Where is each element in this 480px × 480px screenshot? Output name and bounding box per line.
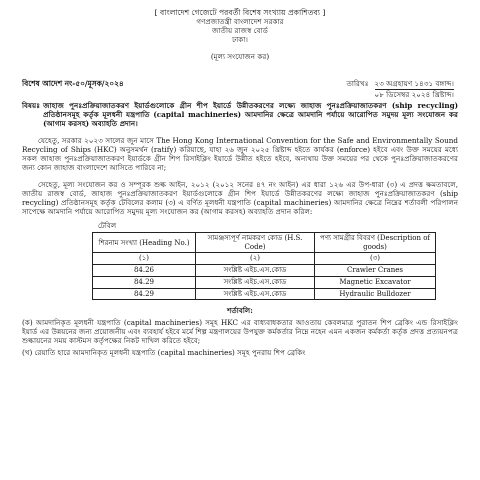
cell-heading: 84.26 bbox=[93, 265, 196, 277]
table-colnum-row bbox=[93, 253, 436, 265]
cell-heading: 84.29 bbox=[93, 288, 196, 300]
cell-goods: Hydraulic Bulldozer bbox=[315, 288, 436, 300]
date-bangla: ২৩ অগ্রহায়ণ ১৪৩১ বঙ্গাব্দ। bbox=[374, 79, 454, 89]
colnum-1: (১) bbox=[93, 253, 196, 265]
paragraph-therefore: সেহেতু, মূল্য সংযোজন কর ও সম্পূরক শুল্ক আইন, ২০১২ (২০১২ সনের ৪৭ নং আইন) এর ধারা ১২৬ এর উপ-ধারা (৩) এ প্রদত্ত ক্ষমতাবলে, জাতীয় রাজস্ব বোর্ড, জাহাজ পুনঃপ্রক্রিয়াজাতকরণ ইয়ার্ডগুলোকে গ্রীন শিপ ইয়ার্ডে উন্নীতকরণের লক্ষ্যে জাহাজ পুনঃপ্রক্রিয়াজাতকরণ (ship recycling) প্রতিষ্ঠানসমূহ কর্তৃক টেবিলের কলাম (৩) এ বর্ণিত মূলধনী যন্ত্রপাতি (capital machineries) আমদানির ক্ষেত্রে নিম্নের শর্তাবলী পরিপালন সাপেক্ষে আমদানি পর্যায়ে আরোপিত সমুদয় মূল্য সংযোজন কর (আগাম করসহ) অব্যাহতি প্রদান করিল: bbox=[22, 180, 458, 217]
table-row bbox=[93, 276, 436, 288]
order-number: বিশেষ আদেশ নং-৫০/মূসক/২০২৪ bbox=[22, 79, 124, 89]
date-block bbox=[346, 79, 454, 99]
section-name: (মূল্য সংযোজন কর) bbox=[210, 52, 270, 62]
table-row bbox=[93, 288, 436, 300]
paragraph-whereas: যেহেতু, সরকার ২০২৩ সালের জুন মাসে The Hong Kong International Convention for the Safe and Environmentally Sound Recycling of Ships (HKC) অনুসমর্থন (ratify) করিয়াছে, যাহা ২৬ জুন ২০২৫ খ্রিষ্টাব্দ হইতে কার্যকর (enforce) হইবে এবং উক্ত সময়ের মধ্যে সকল জাহাজ পুনঃপ্রক্রিয়াজাতকরণ ইয়ার্ডকে গ্রীন শিপ রিসাইক্লিং ইয়ার্ডে উন্নীত হইতে হইবে, অন্যথায় উক্ত সময়ের পর থেকে পুনঃপ্রক্রিয়াজাতকরণের জন্য কোন জাহাজ বাংলাদেশে আসিতে পারিবে না; bbox=[22, 136, 458, 173]
cell-goods: Crawler Cranes bbox=[315, 265, 436, 277]
colnum-2: (২) bbox=[196, 253, 315, 265]
date-english: ০৮ ডিসেম্বর ২০২৪ খ্রিষ্টাব্দ। bbox=[374, 90, 454, 100]
cell-hscode: সংশ্লিষ্ট এইচ.এস.কোড bbox=[196, 276, 315, 288]
gazette-note: [ বাংলাদেশ গেজেটে পরবর্তী বিশেষ সংখ্যায় প্রকাশিতব্য ] bbox=[154, 8, 326, 17]
cell-heading: 84.29 bbox=[93, 276, 196, 288]
order-row bbox=[22, 79, 458, 99]
table-header-row bbox=[93, 233, 436, 253]
table-row bbox=[93, 265, 436, 277]
header-heading-no: শিরনাম সংখ্যা (Heading No.) bbox=[93, 233, 196, 253]
city-name: ঢাকা। bbox=[232, 35, 248, 45]
subject bbox=[22, 101, 458, 128]
term-ka: (ক) আমদানিকৃত মূলধনী যন্ত্রপাতি (capital machineries) সমূহ HKC এর বাধ্যবাধকতার আওতায় কেবলমাত্র পুরাতন শিপ ব্রেকিং এন্ড রিসাইক্লিং ইয়ার্ড এর উন্নয়নের জন্য প্রয়োজনীয় এবং ব্যবহার্য হইবে মর্মে শিল্প মন্ত্রণালয়ের উপযুক্ত কর্মকর্তার নিম্নে নহেন এমন একজন কর্মকর্তা কর্তৃক প্রদত্ত প্রত্যয়নপত্র শুল্কায়নের সময় কাস্টমস কর্তৃপক্ষের নিকট দাখিল করিতে হইবে; bbox=[22, 318, 458, 346]
colnum-3: (৩) bbox=[315, 253, 436, 265]
header-hs-code: সামঞ্জস্যপূর্ণ নামকরণ কোড (H.S. Code) bbox=[196, 233, 315, 253]
date-label: তারিখঃ bbox=[346, 79, 369, 89]
subject-text: জাহাজ পুনঃপ্রক্রিয়াজাতকরণ ইয়ার্ডগুলোকে গ্রীন শীপ ইয়ার্ডে উন্নীতকরণের লক্ষ্যে জাহাজ পুনঃপ্রক্রিয়াজাতকরণ (ship recycling) প্রতিষ্ঠানসমূহ কর্তৃক মূলধনী যন্ত্রপাতি (capital machineries) আমদানির ক্ষেত্রে আমদানি পর্যায়ে আরোপিত সমুদয় মূল্য সংযোজন কর (আগাম করসহ) অব্যাহতি প্রদান। bbox=[43, 101, 458, 129]
cell-goods: Magnetic Excavator bbox=[315, 276, 436, 288]
cell-hscode: সংশ্লিষ্ট এইচ.এস.কোড bbox=[196, 265, 315, 277]
subject-label: বিষয়ঃ bbox=[22, 101, 41, 111]
table-caption: টেবিল bbox=[98, 221, 117, 231]
date-lines bbox=[375, 79, 454, 99]
government-name: গণপ্রজাতন্ত্রী বাংলাদেশ সরকার bbox=[196, 17, 284, 27]
cell-hscode: সংশ্লিষ্ট এইচ.এস.কোড bbox=[196, 288, 315, 300]
goods-table bbox=[92, 232, 436, 300]
board-name: জাতীয় রাজস্ব বোর্ড bbox=[212, 26, 268, 36]
terms-title: শর্তাবলি: bbox=[227, 306, 253, 316]
term-kha: (খ) রেয়াতি হারে আমদানিকৃত মূলধনী যন্ত্রপাতি (capital machineries) সমূহ পুনরায় শিপ ব্রেকিং bbox=[22, 348, 306, 358]
header-description: পণ্য সামগ্রীর বিবরণ (Description of goods) bbox=[315, 233, 436, 253]
